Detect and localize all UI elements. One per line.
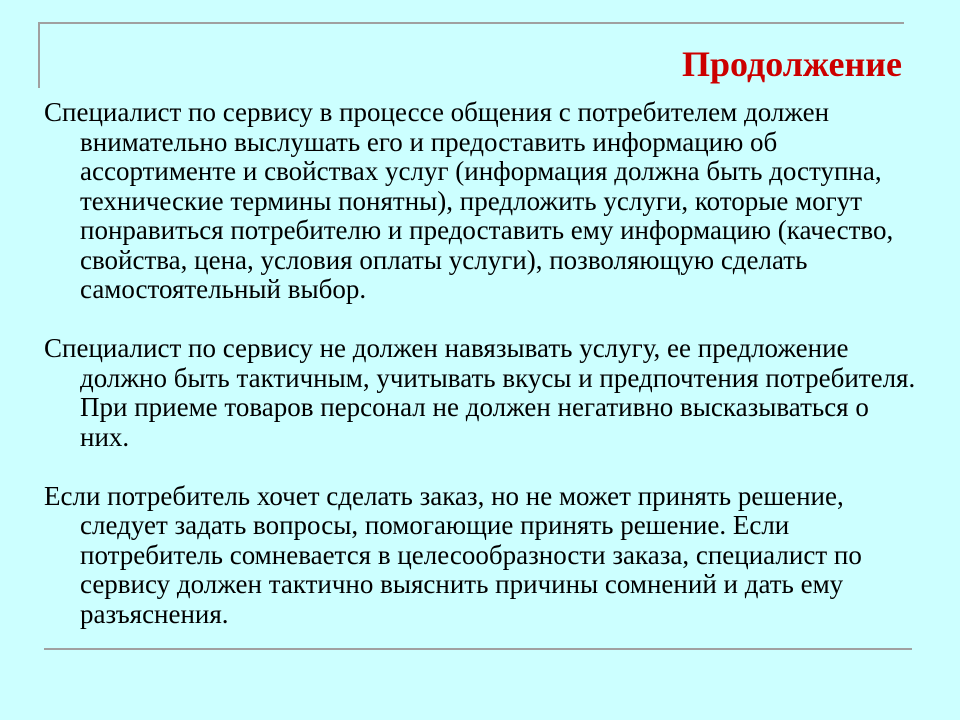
paragraph-1: Специалист по сервису в процессе общения с потребителем должен внимательно выслушать его и предоставить информацию об ассортименте и свойствах услуг (информация должна быть доступна, технические термины понятны), предложить услуги, которые могут понравиться потребителю и предоставить ему информацию (качество, свойства, цена, условия оплаты услуги), позволяющую сделать самостоятельный выбор. (44, 97, 894, 304)
frame-left-line (38, 22, 40, 88)
paragraph-3: Если потребитель хочет сделать заказ, но не может принять решение, следует задать вопросы, помогающие принять решение. Если потребитель сомневается в целесообразности заказа, специалист по сервису должен тактично выяснить причины сомнений и дать ему разъяснения. (44, 480, 862, 629)
slide-body (44, 98, 924, 629)
paragraph-2: Специалист по сервису не должен навязывать услугу, ее предложение должно быть тактичным, учитывать вкусы и предпочтения потребителя. При приеме товаров персонал не должен негативно высказываться о них. (44, 333, 916, 452)
slide-title: Продолжение (682, 44, 902, 84)
frame-bottom-line (44, 648, 912, 650)
frame-top-line (38, 22, 904, 24)
